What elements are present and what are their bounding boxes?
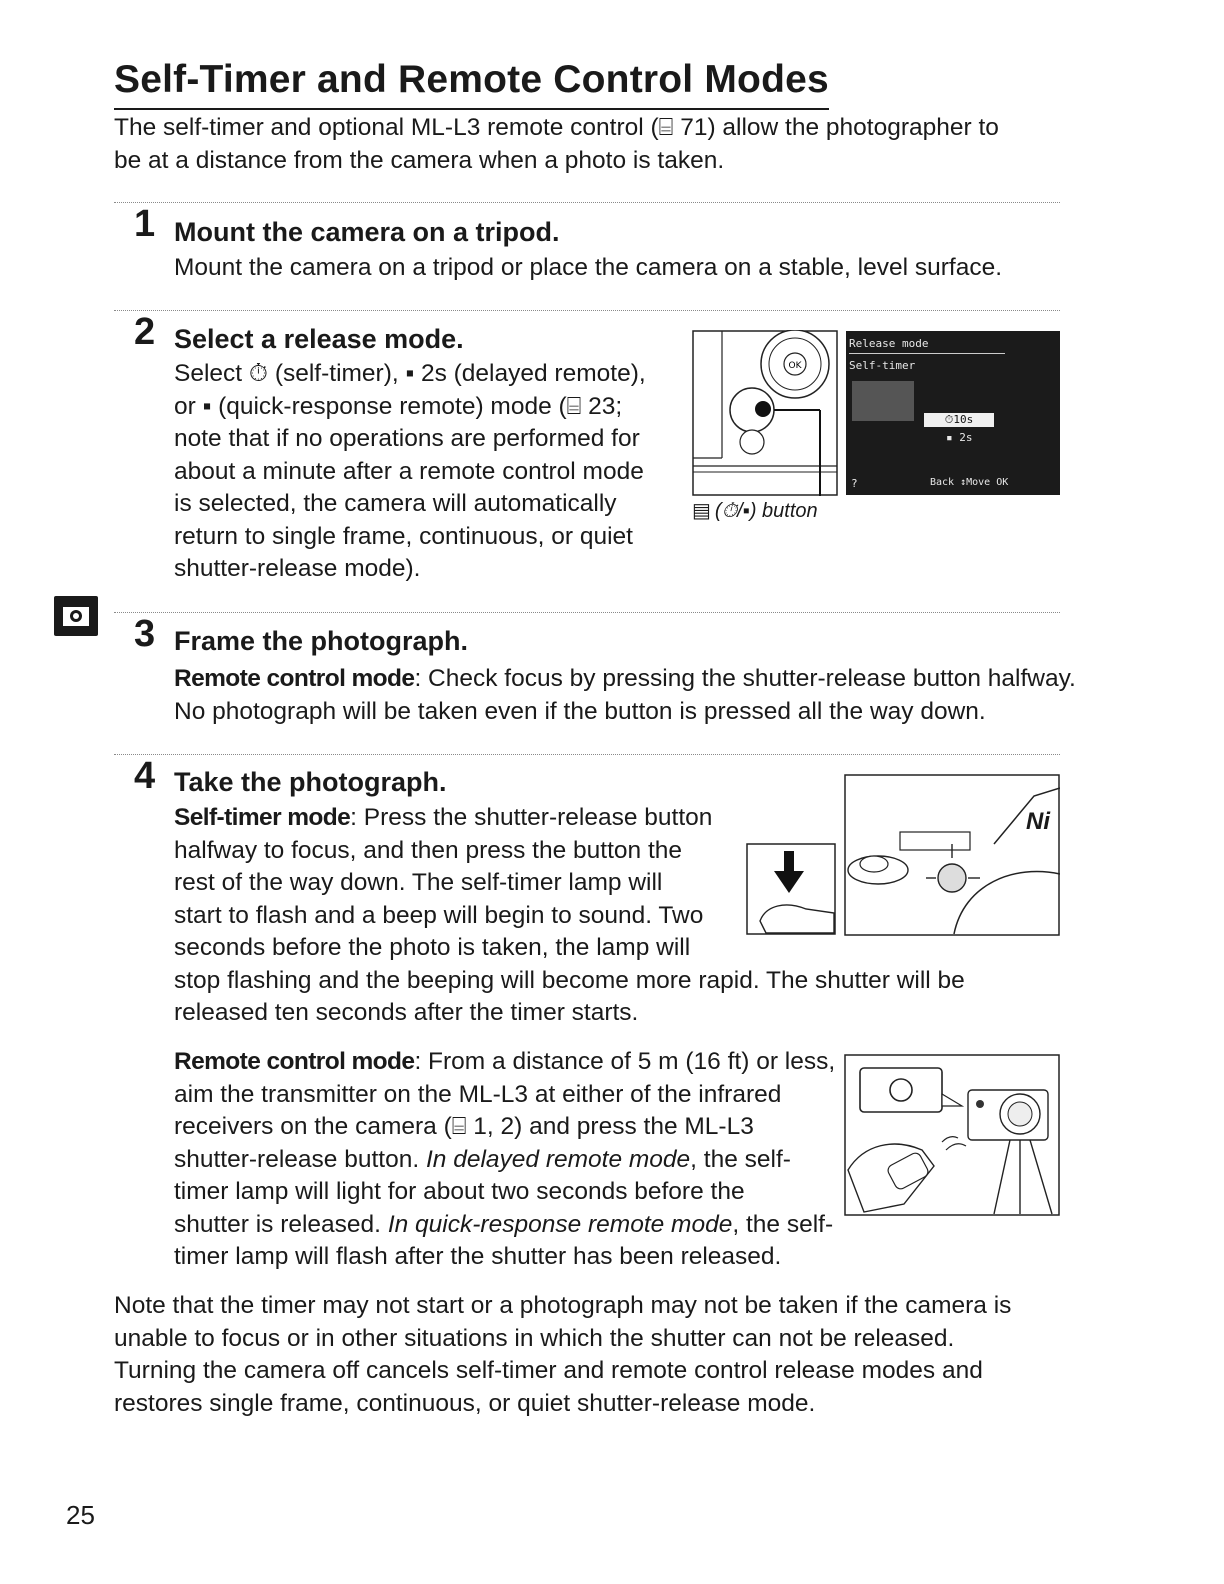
step-line: seconds before the photo is taken, the lamp will — [174, 934, 691, 961]
mode-label: Remote control mode — [174, 1048, 415, 1075]
step-line: aim the transmitter on the ML-L3 at either of the infrared — [174, 1080, 782, 1108]
divider — [114, 202, 1060, 203]
step-line: or ▪ (quick-response remote) mode (⌸ 23; — [174, 392, 623, 420]
step-text: shutter is released. — [174, 1210, 388, 1238]
page-number: 25 — [66, 1500, 95, 1530]
step-line: about a minute after a remote control mode — [174, 457, 644, 485]
step-line: No photograph will be taken even if the button is pressed all the way down. — [174, 697, 986, 725]
step-line: note that if no operations are performed for — [174, 425, 640, 452]
mode-label: Self-timer mode — [174, 804, 351, 831]
step-number: 2 — [134, 311, 156, 353]
note-line: unable to focus or in other situations in which the shutter can not be released. — [114, 1324, 955, 1352]
press-shutter-illustration — [746, 843, 836, 935]
step-heading: Mount the camera on a tripod. — [174, 217, 560, 247]
step-number: 4 — [134, 755, 156, 797]
remote-paragraph — [174, 1046, 835, 1274]
camera-logo: Ni — [1026, 808, 1050, 835]
step-text-italic: In quick-response remote mode — [387, 1210, 733, 1238]
step-text: : Press the shutter-release button — [350, 804, 713, 831]
camera-back-illustration — [692, 330, 838, 496]
step-line: shutter-release mode). — [174, 555, 421, 582]
divider — [114, 612, 1060, 613]
step-heading: Frame the photograph. — [174, 626, 469, 656]
intro-line: be at a distance from the camera when a photo is taken. — [114, 146, 725, 174]
step-line: timer lamp will light for about two seconds before the — [174, 1178, 745, 1205]
step-line: stop flashing and the beeping will become more rapid. The shutter will be — [174, 966, 965, 994]
step-number: 1 — [134, 203, 156, 245]
release-mode-icon: ▤ — [692, 500, 715, 522]
step-text: : From a distance of 5 m (16 ft) or less, — [414, 1048, 836, 1075]
remote-control-illustration — [844, 1054, 1060, 1216]
step-line: rest of the way down. The self-timer lamp will — [174, 869, 663, 896]
step-line: return to single frame, continuous, or quiet — [174, 522, 633, 550]
step-text: shutter-release button. — [174, 1145, 426, 1173]
step-line: timer lamp will flash after the shutter has been released. — [174, 1243, 782, 1270]
menu-option-selected: ⏱10s — [924, 413, 994, 427]
step-body — [174, 663, 1076, 728]
menu-footer: Back ↕Move OK — [930, 477, 1009, 488]
menu-option: ▪ 2s — [946, 431, 973, 444]
figure-caption — [692, 498, 818, 523]
step-line: released ten seconds after the timer starts. — [174, 999, 639, 1026]
step-text-italic: In delayed remote mode — [425, 1145, 691, 1173]
preview-thumbnail — [852, 381, 914, 421]
divider — [114, 754, 1060, 755]
step-line: receivers on the camera (⌸ 1, 2) and press the ML-L3 — [174, 1113, 754, 1140]
step-line — [174, 1209, 835, 1242]
menu-title: Release mode — [849, 337, 929, 350]
step-body: Mount the camera on a tripod or place the camera on a stable, level surface. — [174, 254, 1003, 281]
note-line: Note that the timer may not start or a photograph may not be taken if the camera is — [114, 1292, 1012, 1319]
step-heading: Take the photograph. — [174, 767, 447, 797]
step-line — [174, 663, 1076, 696]
step-line: is selected, the camera will automatically — [174, 490, 617, 517]
step-line — [174, 1046, 835, 1079]
release-mode-menu-screen — [846, 331, 1060, 495]
divider — [114, 310, 1060, 311]
menu-item: Self-timer — [849, 359, 916, 372]
step-text: , the self- — [690, 1145, 791, 1173]
intro-paragraph — [114, 112, 1074, 177]
step-line: Select ⏱ (self-timer), ▪ 2s (delayed remote), — [174, 360, 646, 387]
svg-text:OK: OK — [788, 361, 802, 371]
step-text: : Check focus by pressing the shutter-release button halfway. — [414, 665, 1076, 692]
step-body — [174, 358, 646, 586]
mode-label: Remote control mode — [174, 665, 415, 692]
help-icon: ? — [851, 477, 858, 490]
intro-line: The self-timer and optional ML-L3 remote control (⌸ 71) allow the photographer to — [114, 114, 999, 141]
camera-top-illustration — [844, 774, 1060, 936]
closing-note — [114, 1290, 1011, 1420]
note-line: restores single frame, continuous, or quiet shutter-release mode. — [114, 1389, 816, 1417]
step-line: halfway to focus, and then press the button the — [174, 836, 683, 864]
step-number: 3 — [134, 613, 156, 655]
menu-divider — [849, 353, 1005, 354]
step-heading: Select a release mode. — [174, 324, 464, 354]
step-line — [174, 1144, 835, 1177]
step-text: , the self- — [732, 1210, 834, 1238]
note-line: Turning the camera off cancels self-timer and remote control release modes and — [114, 1357, 983, 1384]
camera-tab-icon — [54, 596, 98, 636]
page-title: Self-Timer and Remote Control Modes — [114, 52, 829, 110]
caption-text: (⏱/▪) button — [714, 500, 818, 522]
step-line: start to flash and a beep will begin to sound. Two — [174, 901, 704, 929]
